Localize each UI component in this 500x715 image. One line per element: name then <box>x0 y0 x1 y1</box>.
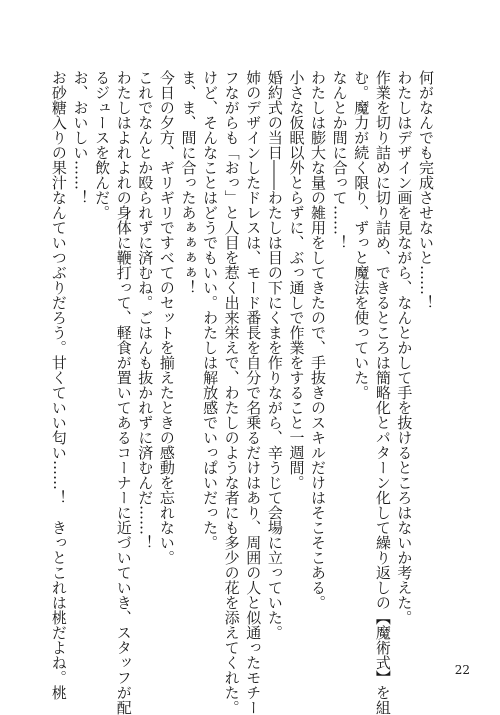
text-line: けど、そんなことはどうでもいい。わたしは解放感でいっぱいだった。 <box>201 70 220 550</box>
text-line: お砂糖入りの果汁なんていつぶりだろう。甘くていい匂い……！ きっとこれは桃だよね。桃 <box>49 70 68 700</box>
text-line: 小さな仮眠以外とらずに、ぶっ通しで作業をすること一週間。 <box>287 70 306 490</box>
text-line: フながらも「おっ」と人目を惹く出来栄えで、わたしのような者にも多少の花を添えてくれた。 <box>222 70 241 715</box>
page-number: 22 <box>454 663 470 677</box>
text-line: なんとか間に合って……！ <box>330 70 349 250</box>
text-line: お、おいしい……！ <box>71 70 90 205</box>
text-line: るジュースを飲んだ。 <box>93 70 112 220</box>
text-line: 作業を切り詰めに切り詰め、できるところは簡略化とパターン化して繰り返しの【魔術式】を組 <box>373 70 392 715</box>
text-line: これでなんとか殴られずに済むね。ごはんも抜かれずに済むんだ……！ <box>136 70 155 550</box>
text-line: ま、ま、間に合ったあぁぁぁぁ！ <box>179 70 198 295</box>
text-line: 婚約式の当日――わたしは目の下にくまを作りながら、辛うじて会場に立っていた。 <box>265 70 284 640</box>
text-line: 何がなんでも完成させないと……！ <box>417 70 435 310</box>
text-line: 姉のデザインしたドレスは、モード番長を自分で名乗るだけはあり、周囲の人と似通ったモチー <box>244 70 263 715</box>
text-line: 今日の夕方、ギリギリですべてのセットを揃えたときの感動を忘れない。 <box>157 70 176 565</box>
vertical-body-text <box>49 70 436 715</box>
text-line: わたしはよれよれの身体に鞭打って、軽食が置いてあるコーナーに近づいていき、スタッフが配 <box>114 70 133 715</box>
text-line: わたしは膨大な量の雑用をしてきたので、手抜きのスキルだけはそこそこある。 <box>309 70 328 610</box>
text-line: む。魔力が続く限り、ずっと魔法を使っていた。 <box>352 70 371 400</box>
text-line: わたしはデザイン画を見ながら、なんとかして手を抜けるところはないか考えた。 <box>395 70 414 625</box>
